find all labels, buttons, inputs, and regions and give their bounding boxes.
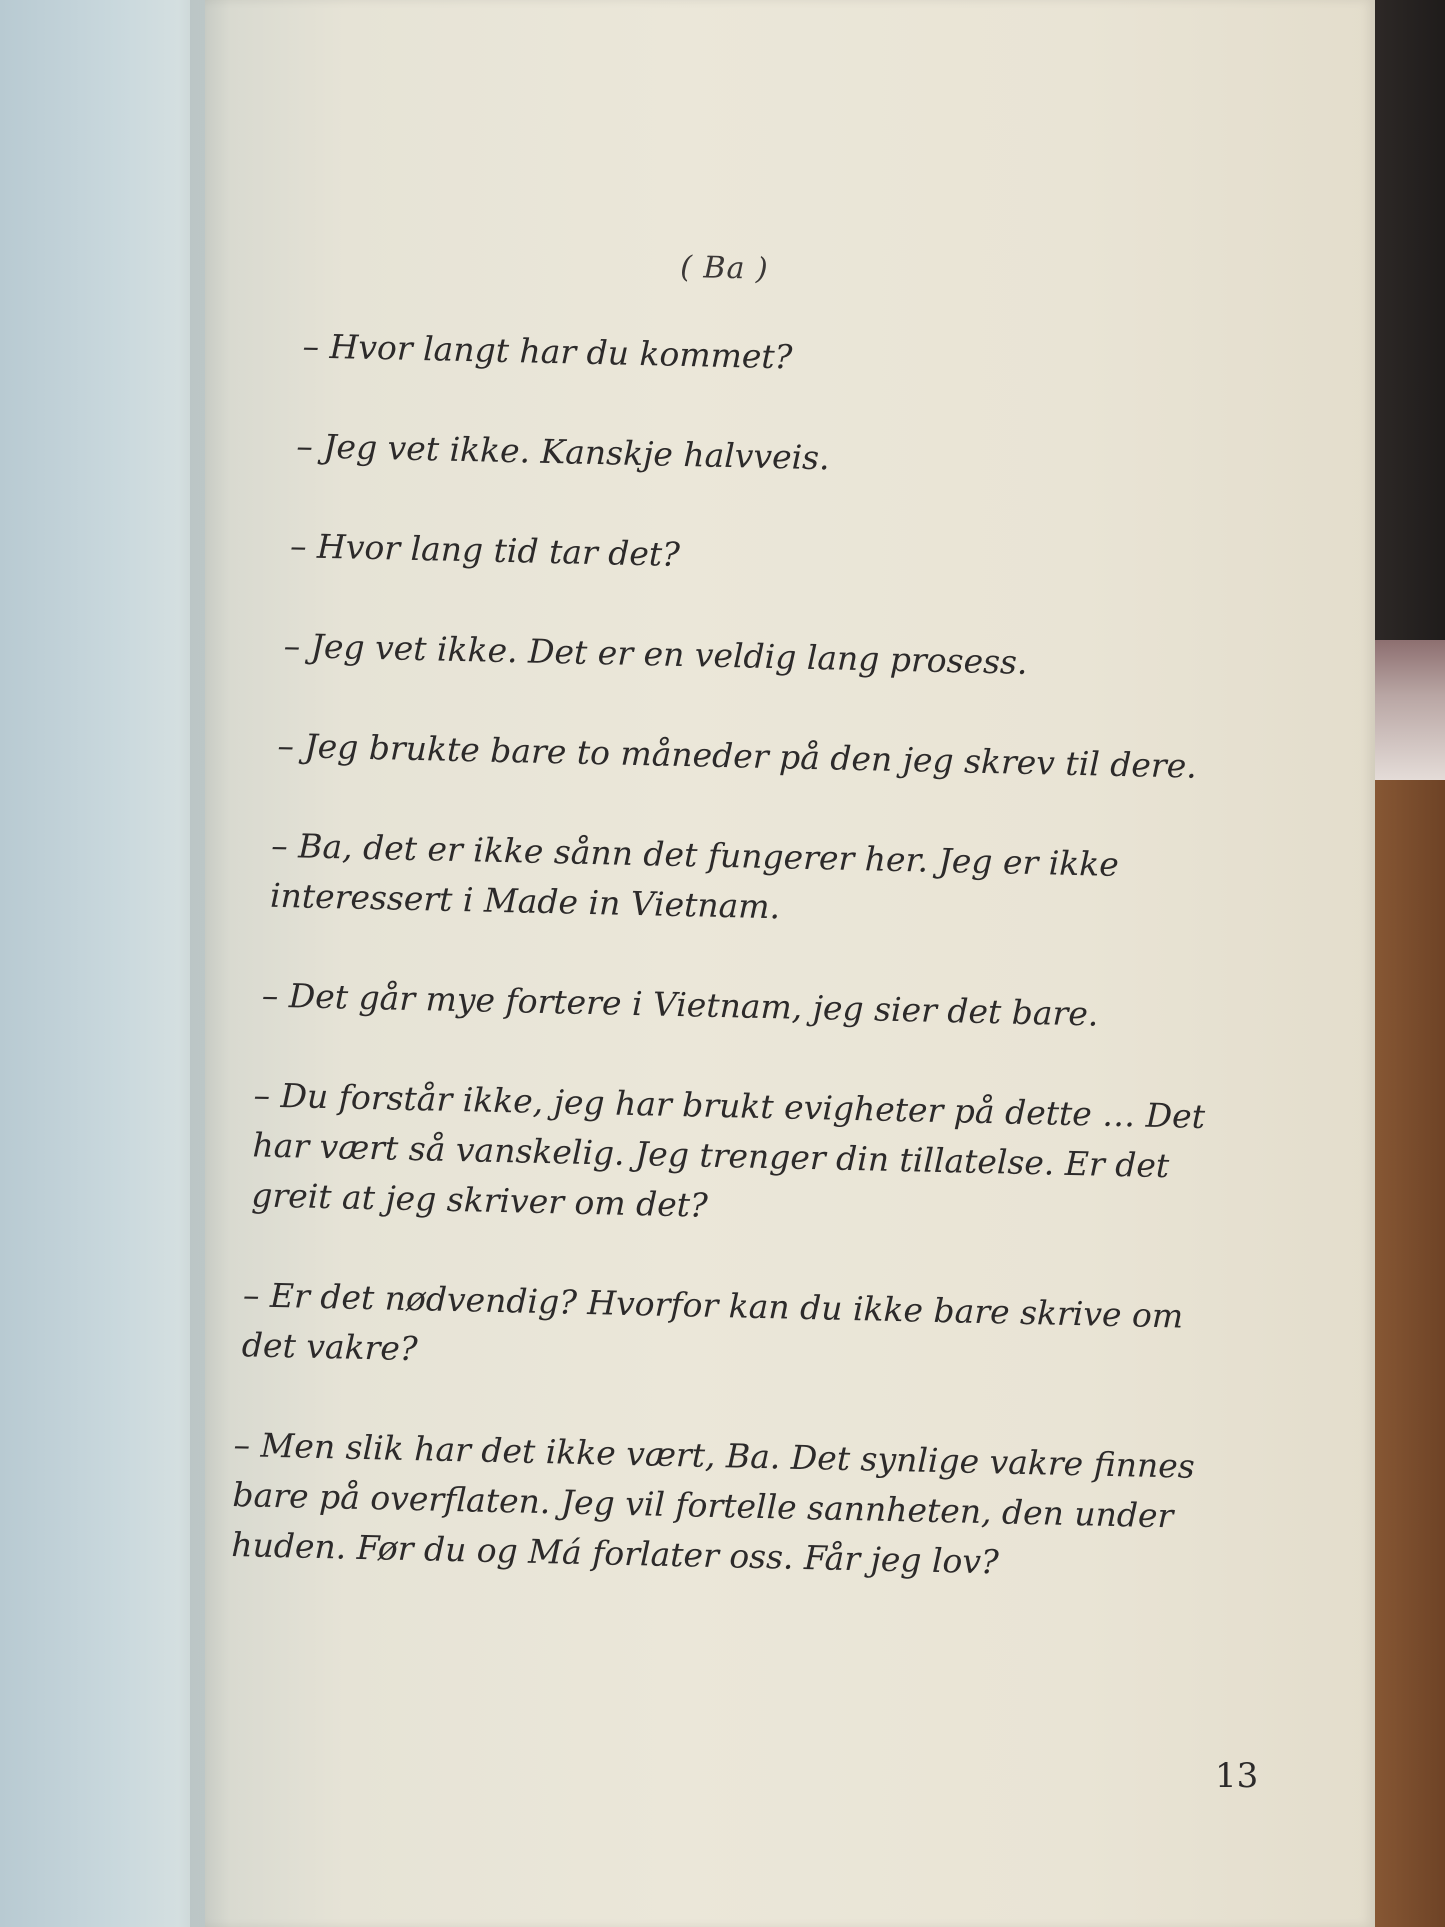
dialogue-line: – Hvor lang tid tar det? xyxy=(289,526,681,574)
book-page xyxy=(205,0,1375,1927)
dialogue-line: – Ba, det er ikke sånn det fungerer her. Jeg er ikke interessert i Made in Vietnam. xyxy=(269,825,1120,927)
dialogue-line: – Det går mye fortere i Vietnam, jeg sier det bare. xyxy=(261,975,1099,1034)
page-number: 13 xyxy=(1215,1756,1259,1796)
background-bookshelf xyxy=(1365,0,1445,640)
chapter-heading: ( Ba ) xyxy=(679,249,770,287)
page-text-block xyxy=(214,240,1265,1643)
background-cloth xyxy=(1365,640,1445,780)
dialogue-line: – Jeg vet ikke. Det er en veldig lang prosess. xyxy=(283,625,1028,682)
dialogue-line: – Men slik har det ikke vært, Ba. Det synlige vakre finnes bare på overflaten. Jeg vil fortelle sannheten, den under huden. Før du og Má forlater oss. Får jeg lov? xyxy=(230,1425,1196,1582)
background-wood-table xyxy=(1365,780,1445,1927)
dialogue-line: – Er det nødvendig? Hvorfor kan du ikke bare skrive om det vakre? xyxy=(241,1275,1184,1369)
dialogue-line: – Jeg vet ikke. Kanskje halvveis. xyxy=(295,426,831,478)
dialogue-line: – Hvor langt har du kommet? xyxy=(302,326,793,377)
page-gutter-shadow xyxy=(190,0,230,1927)
left-blank-page xyxy=(0,0,210,1927)
dialogue-line: – Du forstår ikke, jeg har brukt evigheter på dette … Det har vært så vanskelig. Jeg trenger din tillatelse. Er det greit at jeg skriver om det? xyxy=(250,1075,1206,1225)
dialogue-line: – Jeg brukte bare to måneder på den jeg skrev til dere. xyxy=(277,725,1198,786)
